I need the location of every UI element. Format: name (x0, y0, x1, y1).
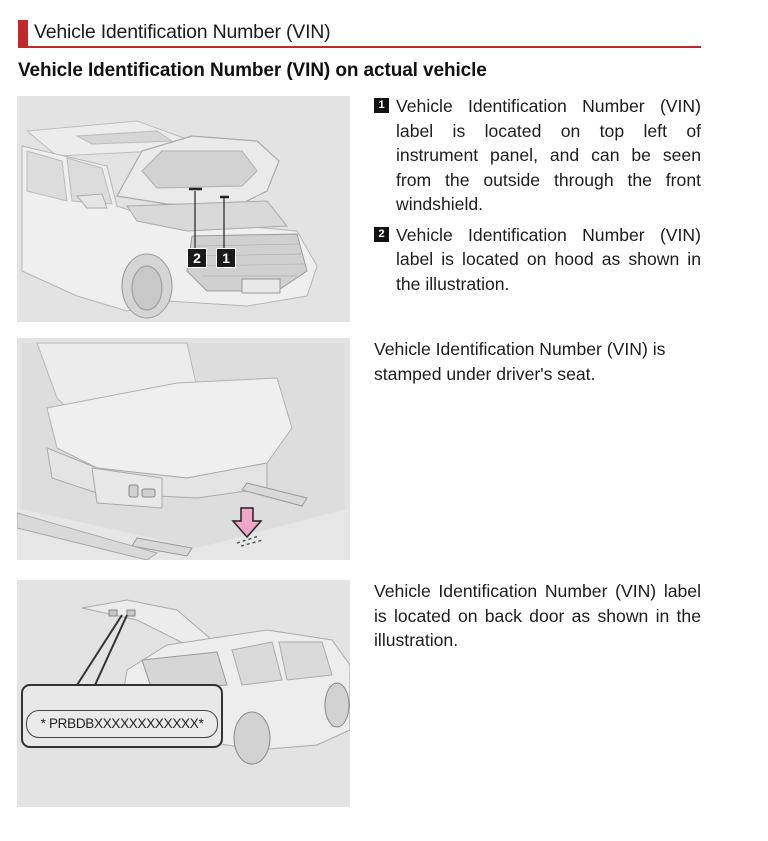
description-item-2 (374, 223, 701, 297)
front-hood-illustration (17, 96, 350, 322)
section-accent-bar (18, 20, 28, 48)
seat-vin-description: Vehicle Identification Number (VIN) is stamped under driver's seat. (374, 339, 666, 384)
description-item-1 (374, 94, 701, 217)
car-rear-drawing (17, 580, 350, 807)
drivers-seat-illustration (17, 338, 350, 560)
callout-1: 1 (216, 248, 236, 268)
description-text-2: Vehicle Identification Number (VIN) label is located on hood as shown in the illustration. (396, 224, 701, 294)
front-vin-descriptions (374, 94, 701, 302)
seat-drawing (17, 338, 350, 560)
description-text-1: Vehicle Identification Number (VIN) label is located on top left of instrument panel, and can be seen from the outside through the front windshield. (396, 96, 701, 214)
section-title: Vehicle Identification Number (VIN) (34, 21, 331, 43)
number-badge-1: 1 (374, 98, 389, 113)
number-badge-2: 2 (374, 227, 389, 242)
back-door-vin-description: Vehicle Identification Number (VIN) label is located on back door as shown in the illustration. (374, 581, 701, 650)
subheading: Vehicle Identification Number (VIN) on actual vehicle (18, 60, 487, 81)
section-header (18, 19, 701, 48)
vin-label-sample: * PRBDBXXXXXXXXXXXX* (26, 710, 218, 738)
back-door-illustration (17, 580, 350, 807)
callout-2: 2 (187, 248, 207, 268)
car-front-drawing (17, 96, 350, 322)
section-underline (18, 46, 701, 48)
